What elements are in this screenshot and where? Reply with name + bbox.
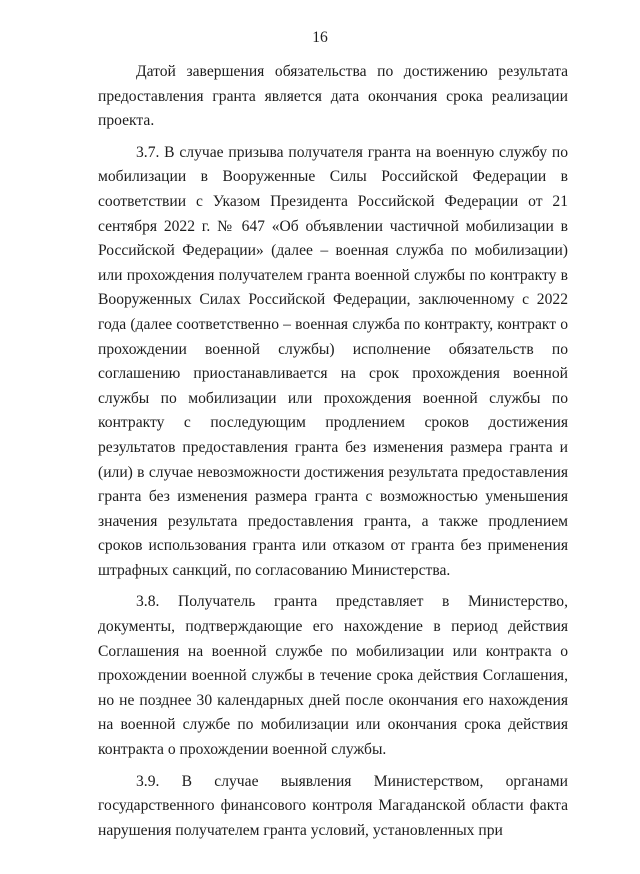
paragraph-3-7-military-service: 3.7. В случае призыва получателя гранта на военную службу по мобилизации в Вооруженные Силы Российской Федерации в соответствии с Указом Президента Российской Федерации от 21 сентября 2022 г. № 647 «Об объявлении частичной мобилизации в Российской Федерации» (далее – военная служба по мобилизации) или прохождения получателем гранта военной службы по контракту в Вооруженных Силах Российской Федерации, заключенному с 2022 года (далее соответственно – военная служба по контракту, контракт о прохождении военной службы) исполнение обязательств по соглашению приостанавливается на срок прохождения военной службы по мобилизации или прохождения военной службы по контракту с последующим продлением сроков достижения результатов предоставления гранта без изменения размера гранта и (или) в случае невозможности достижения результата предоставления гранта без изменения размера гранта с возможностью уменьшения значения результата предоставления гранта, а также продлением сроков использования гранта или отказом от гранта без применения штрафных санкций, по согласованию Министерства.	[98, 143, 568, 579]
paragraph-3-8-documents: 3.8. Получатель гранта представляет в Министерство, документы, подтверждающие его нахождение в период действия Соглашения на военной службе по мобилизации или контракта о прохождении военной службы в течение срока действия Соглашения, но не позднее 30 календарных дней после окончания его нахождения на военной службе по мобилизации или окончания срока действия контракта о прохождении военной службы.	[98, 593, 568, 759]
page-number: 16	[312, 29, 328, 46]
paragraph-result-completion-date: Датой завершения обязательства по достижению результата предоставления гранта является дата окончания срока реализации проекта.	[98, 63, 568, 130]
paragraph-3-9-violations: 3.9. В случае выявления Министерством, органами государственного финансового контроля Магаданской области факта нарушения получателем гранта условий, установленных при	[98, 772, 568, 839]
document-body	[98, 60, 568, 843]
